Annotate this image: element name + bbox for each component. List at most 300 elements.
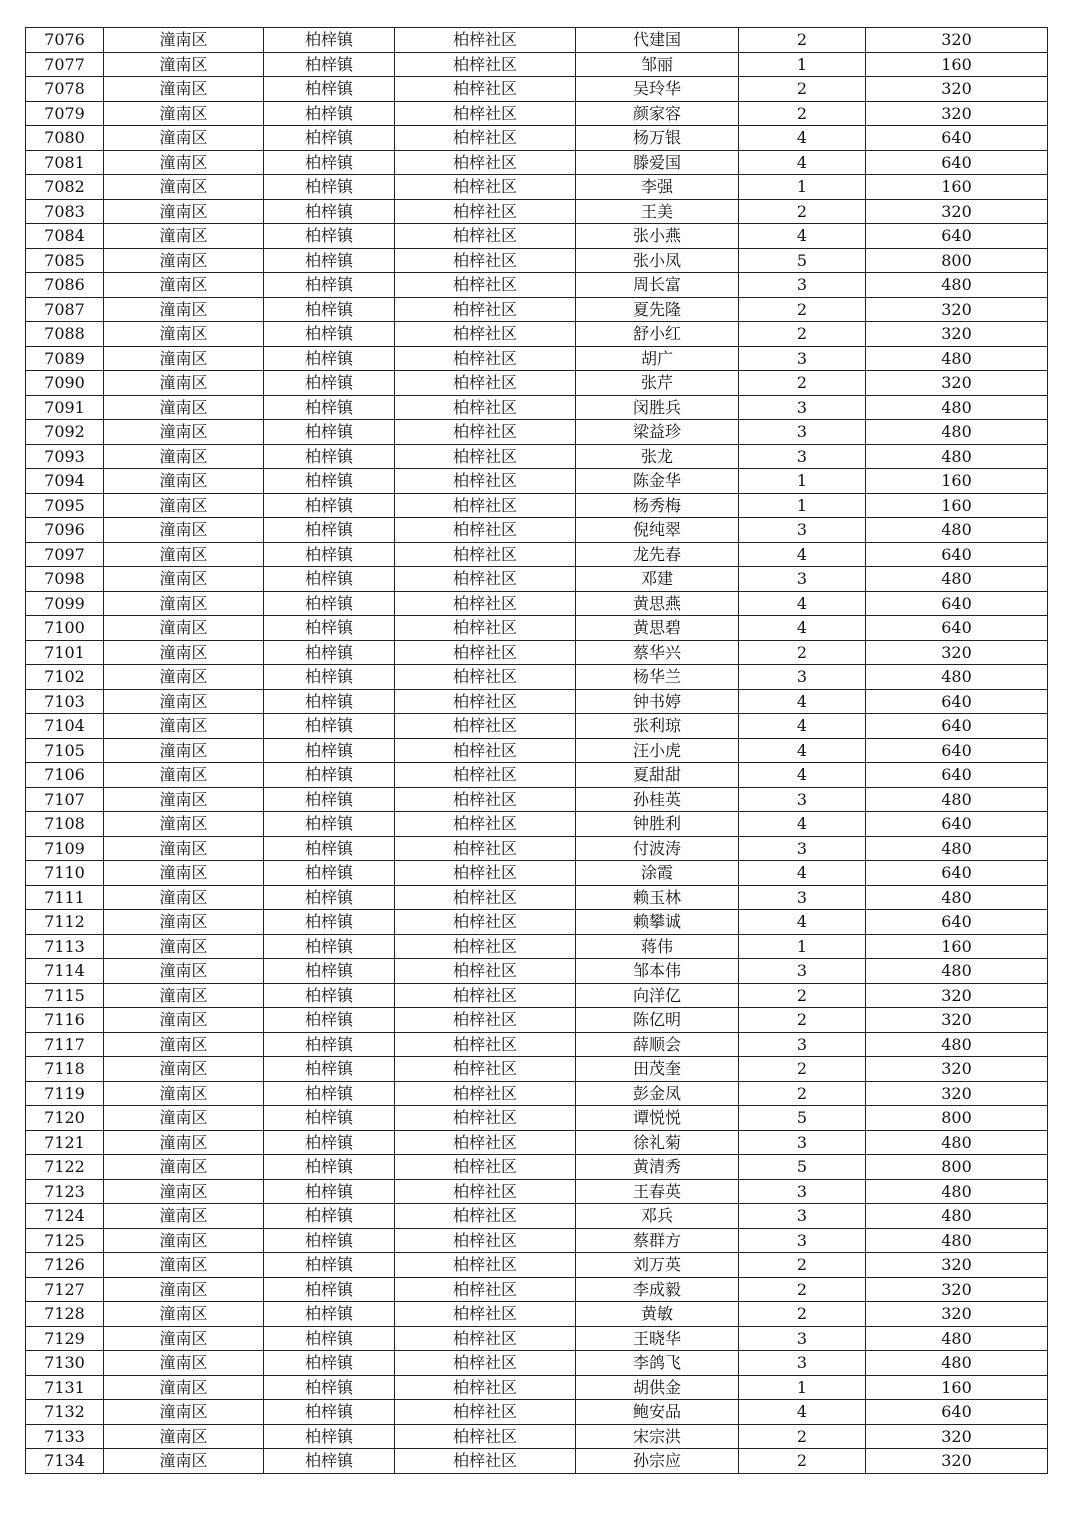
amount-cell: 160: [866, 469, 1048, 494]
town-cell: 柏梓镇: [264, 1057, 395, 1082]
table-row: [26, 885, 1048, 910]
name-cell: 张芹: [576, 371, 739, 396]
name-cell: 王晓华: [576, 1326, 739, 1351]
name-cell: 夏先隆: [576, 297, 739, 322]
town-cell: 柏梓镇: [264, 714, 395, 739]
name-cell: 钟书婷: [576, 689, 739, 714]
row-number-cell: 7096: [26, 518, 104, 543]
name-cell: 黄思燕: [576, 591, 739, 616]
town-cell: 柏梓镇: [264, 1449, 395, 1474]
amount-cell: 480: [866, 1228, 1048, 1253]
district-cell: 潼南区: [104, 1130, 264, 1155]
data-table: [25, 27, 1048, 1474]
row-number-cell: 7103: [26, 689, 104, 714]
row-number-cell: 7125: [26, 1228, 104, 1253]
town-cell: 柏梓镇: [264, 175, 395, 200]
district-cell: 潼南区: [104, 910, 264, 935]
name-cell: 鲍安品: [576, 1400, 739, 1425]
table-row: [26, 1351, 1048, 1376]
row-number-cell: 7101: [26, 640, 104, 665]
town-cell: 柏梓镇: [264, 812, 395, 837]
district-cell: 潼南区: [104, 542, 264, 567]
community-cell: 柏梓社区: [395, 836, 576, 861]
row-number-cell: 7123: [26, 1179, 104, 1204]
table-row: [26, 224, 1048, 249]
town-cell: 柏梓镇: [264, 469, 395, 494]
town-cell: 柏梓镇: [264, 1081, 395, 1106]
row-number-cell: 7094: [26, 469, 104, 494]
community-cell: 柏梓社区: [395, 1155, 576, 1180]
row-number-cell: 7112: [26, 910, 104, 935]
household-size-cell: 3: [739, 885, 866, 910]
town-cell: 柏梓镇: [264, 1130, 395, 1155]
district-cell: 潼南区: [104, 395, 264, 420]
table-row: [26, 591, 1048, 616]
amount-cell: 320: [866, 983, 1048, 1008]
amount-cell: 640: [866, 1400, 1048, 1425]
table-row: [26, 52, 1048, 77]
town-cell: 柏梓镇: [264, 836, 395, 861]
row-number-cell: 7120: [26, 1106, 104, 1131]
name-cell: 倪纯翠: [576, 518, 739, 543]
district-cell: 潼南区: [104, 322, 264, 347]
name-cell: 赖玉林: [576, 885, 739, 910]
table-row: [26, 616, 1048, 641]
name-cell: 胡供金: [576, 1375, 739, 1400]
community-cell: 柏梓社区: [395, 689, 576, 714]
amount-cell: 320: [866, 28, 1048, 53]
town-cell: 柏梓镇: [264, 542, 395, 567]
table-row: [26, 1277, 1048, 1302]
district-cell: 潼南区: [104, 714, 264, 739]
amount-cell: 320: [866, 1302, 1048, 1327]
district-cell: 潼南区: [104, 1228, 264, 1253]
community-cell: 柏梓社区: [395, 28, 576, 53]
town-cell: 柏梓镇: [264, 689, 395, 714]
district-cell: 潼南区: [104, 812, 264, 837]
amount-cell: 320: [866, 101, 1048, 126]
amount-cell: 320: [866, 1424, 1048, 1449]
district-cell: 潼南区: [104, 126, 264, 151]
district-cell: 潼南区: [104, 469, 264, 494]
table-row: [26, 371, 1048, 396]
community-cell: 柏梓社区: [395, 1032, 576, 1057]
household-size-cell: 3: [739, 1204, 866, 1229]
district-cell: 潼南区: [104, 567, 264, 592]
table-row: [26, 836, 1048, 861]
name-cell: 邹丽: [576, 52, 739, 77]
amount-cell: 320: [866, 77, 1048, 102]
name-cell: 薛顺会: [576, 1032, 739, 1057]
district-cell: 潼南区: [104, 934, 264, 959]
district-cell: 潼南区: [104, 101, 264, 126]
household-size-cell: 4: [739, 738, 866, 763]
household-size-cell: 2: [739, 371, 866, 396]
town-cell: 柏梓镇: [264, 640, 395, 665]
town-cell: 柏梓镇: [264, 1351, 395, 1376]
amount-cell: 480: [866, 273, 1048, 298]
name-cell: 龙先春: [576, 542, 739, 567]
amount-cell: 480: [866, 787, 1048, 812]
town-cell: 柏梓镇: [264, 420, 395, 445]
row-number-cell: 7108: [26, 812, 104, 837]
name-cell: 杨华兰: [576, 665, 739, 690]
table-row: [26, 493, 1048, 518]
community-cell: 柏梓社区: [395, 1204, 576, 1229]
district-cell: 潼南区: [104, 77, 264, 102]
row-number-cell: 7100: [26, 616, 104, 641]
household-size-cell: 3: [739, 420, 866, 445]
community-cell: 柏梓社区: [395, 248, 576, 273]
district-cell: 潼南区: [104, 689, 264, 714]
district-cell: 潼南区: [104, 1424, 264, 1449]
community-cell: 柏梓社区: [395, 297, 576, 322]
district-cell: 潼南区: [104, 518, 264, 543]
name-cell: 梁益珍: [576, 420, 739, 445]
amount-cell: 160: [866, 1375, 1048, 1400]
community-cell: 柏梓社区: [395, 395, 576, 420]
community-cell: 柏梓社区: [395, 469, 576, 494]
name-cell: 张龙: [576, 444, 739, 469]
town-cell: 柏梓镇: [264, 1008, 395, 1033]
table-row: [26, 714, 1048, 739]
name-cell: 陈亿明: [576, 1008, 739, 1033]
town-cell: 柏梓镇: [264, 591, 395, 616]
community-cell: 柏梓社区: [395, 150, 576, 175]
amount-cell: 640: [866, 763, 1048, 788]
district-cell: 潼南区: [104, 763, 264, 788]
household-size-cell: 3: [739, 518, 866, 543]
table-row: [26, 1106, 1048, 1131]
name-cell: 黄思碧: [576, 616, 739, 641]
household-size-cell: 3: [739, 1351, 866, 1376]
town-cell: 柏梓镇: [264, 1326, 395, 1351]
district-cell: 潼南区: [104, 591, 264, 616]
row-number-cell: 7122: [26, 1155, 104, 1180]
district-cell: 潼南区: [104, 1106, 264, 1131]
row-number-cell: 7083: [26, 199, 104, 224]
amount-cell: 320: [866, 1449, 1048, 1474]
district-cell: 潼南区: [104, 836, 264, 861]
name-cell: 胡广: [576, 346, 739, 371]
table-body: [26, 28, 1048, 1474]
district-cell: 潼南区: [104, 493, 264, 518]
name-cell: 张小凤: [576, 248, 739, 273]
town-cell: 柏梓镇: [264, 224, 395, 249]
town-cell: 柏梓镇: [264, 77, 395, 102]
amount-cell: 640: [866, 616, 1048, 641]
name-cell: 闵胜兵: [576, 395, 739, 420]
household-size-cell: 2: [739, 1008, 866, 1033]
town-cell: 柏梓镇: [264, 444, 395, 469]
row-number-cell: 7082: [26, 175, 104, 200]
town-cell: 柏梓镇: [264, 567, 395, 592]
town-cell: 柏梓镇: [264, 1204, 395, 1229]
amount-cell: 480: [866, 665, 1048, 690]
table-row: [26, 248, 1048, 273]
row-number-cell: 7081: [26, 150, 104, 175]
amount-cell: 640: [866, 861, 1048, 886]
table-row: [26, 861, 1048, 886]
household-size-cell: 3: [739, 444, 866, 469]
row-number-cell: 7089: [26, 346, 104, 371]
district-cell: 潼南区: [104, 885, 264, 910]
table-row: [26, 28, 1048, 53]
name-cell: 陈金华: [576, 469, 739, 494]
name-cell: 孙宗应: [576, 1449, 739, 1474]
table-row: [26, 983, 1048, 1008]
community-cell: 柏梓社区: [395, 1130, 576, 1155]
community-cell: 柏梓社区: [395, 959, 576, 984]
community-cell: 柏梓社区: [395, 714, 576, 739]
amount-cell: 640: [866, 126, 1048, 151]
row-number-cell: 7128: [26, 1302, 104, 1327]
household-size-cell: 5: [739, 1155, 866, 1180]
name-cell: 孙桂英: [576, 787, 739, 812]
community-cell: 柏梓社区: [395, 1081, 576, 1106]
household-size-cell: 2: [739, 322, 866, 347]
table-row: [26, 1424, 1048, 1449]
amount-cell: 640: [866, 150, 1048, 175]
household-size-cell: 4: [739, 910, 866, 935]
community-cell: 柏梓社区: [395, 322, 576, 347]
town-cell: 柏梓镇: [264, 126, 395, 151]
community-cell: 柏梓社区: [395, 861, 576, 886]
district-cell: 潼南区: [104, 175, 264, 200]
household-size-cell: 4: [739, 542, 866, 567]
row-number-cell: 7113: [26, 934, 104, 959]
community-cell: 柏梓社区: [395, 1253, 576, 1278]
district-cell: 潼南区: [104, 52, 264, 77]
district-cell: 潼南区: [104, 248, 264, 273]
amount-cell: 640: [866, 591, 1048, 616]
name-cell: 黄清秀: [576, 1155, 739, 1180]
row-number-cell: 7124: [26, 1204, 104, 1229]
amount-cell: 160: [866, 52, 1048, 77]
community-cell: 柏梓社区: [395, 812, 576, 837]
table-row: [26, 1326, 1048, 1351]
table-row: [26, 542, 1048, 567]
household-size-cell: 2: [739, 983, 866, 1008]
row-number-cell: 7086: [26, 273, 104, 298]
community-cell: 柏梓社区: [395, 1424, 576, 1449]
name-cell: 颜家容: [576, 101, 739, 126]
town-cell: 柏梓镇: [264, 665, 395, 690]
town-cell: 柏梓镇: [264, 934, 395, 959]
district-cell: 潼南区: [104, 346, 264, 371]
town-cell: 柏梓镇: [264, 322, 395, 347]
amount-cell: 480: [866, 1326, 1048, 1351]
row-number-cell: 7098: [26, 567, 104, 592]
district-cell: 潼南区: [104, 28, 264, 53]
row-number-cell: 7132: [26, 1400, 104, 1425]
row-number-cell: 7133: [26, 1424, 104, 1449]
town-cell: 柏梓镇: [264, 52, 395, 77]
community-cell: 柏梓社区: [395, 1326, 576, 1351]
amount-cell: 640: [866, 738, 1048, 763]
table-row: [26, 150, 1048, 175]
amount-cell: 480: [866, 1130, 1048, 1155]
community-cell: 柏梓社区: [395, 1228, 576, 1253]
household-size-cell: 4: [739, 689, 866, 714]
town-cell: 柏梓镇: [264, 1424, 395, 1449]
household-size-cell: 3: [739, 1179, 866, 1204]
row-number-cell: 7126: [26, 1253, 104, 1278]
community-cell: 柏梓社区: [395, 126, 576, 151]
amount-cell: 640: [866, 689, 1048, 714]
table-row: [26, 934, 1048, 959]
table-row: [26, 910, 1048, 935]
row-number-cell: 7116: [26, 1008, 104, 1033]
row-number-cell: 7130: [26, 1351, 104, 1376]
community-cell: 柏梓社区: [395, 224, 576, 249]
name-cell: 黄敏: [576, 1302, 739, 1327]
household-size-cell: 3: [739, 665, 866, 690]
amount-cell: 480: [866, 420, 1048, 445]
row-number-cell: 7131: [26, 1375, 104, 1400]
district-cell: 潼南区: [104, 1351, 264, 1376]
town-cell: 柏梓镇: [264, 1032, 395, 1057]
district-cell: 潼南区: [104, 959, 264, 984]
name-cell: 滕爱国: [576, 150, 739, 175]
household-size-cell: 1: [739, 175, 866, 200]
community-cell: 柏梓社区: [395, 542, 576, 567]
district-cell: 潼南区: [104, 1179, 264, 1204]
district-cell: 潼南区: [104, 1375, 264, 1400]
town-cell: 柏梓镇: [264, 616, 395, 641]
district-cell: 潼南区: [104, 1277, 264, 1302]
row-number-cell: 7092: [26, 420, 104, 445]
community-cell: 柏梓社区: [395, 1008, 576, 1033]
town-cell: 柏梓镇: [264, 1155, 395, 1180]
district-cell: 潼南区: [104, 1302, 264, 1327]
name-cell: 蔡群方: [576, 1228, 739, 1253]
community-cell: 柏梓社区: [395, 77, 576, 102]
district-cell: 潼南区: [104, 665, 264, 690]
amount-cell: 480: [866, 1179, 1048, 1204]
row-number-cell: 7088: [26, 322, 104, 347]
community-cell: 柏梓社区: [395, 910, 576, 935]
amount-cell: 320: [866, 371, 1048, 396]
name-cell: 夏甜甜: [576, 763, 739, 788]
community-cell: 柏梓社区: [395, 885, 576, 910]
town-cell: 柏梓镇: [264, 787, 395, 812]
household-size-cell: 1: [739, 52, 866, 77]
name-cell: 王春英: [576, 1179, 739, 1204]
amount-cell: 480: [866, 346, 1048, 371]
table-row: [26, 665, 1048, 690]
row-number-cell: 7118: [26, 1057, 104, 1082]
household-size-cell: 4: [739, 1400, 866, 1425]
district-cell: 潼南区: [104, 1449, 264, 1474]
town-cell: 柏梓镇: [264, 101, 395, 126]
row-number-cell: 7115: [26, 983, 104, 1008]
amount-cell: 640: [866, 224, 1048, 249]
community-cell: 柏梓社区: [395, 1400, 576, 1425]
name-cell: 彭金凤: [576, 1081, 739, 1106]
community-cell: 柏梓社区: [395, 934, 576, 959]
community-cell: 柏梓社区: [395, 1179, 576, 1204]
name-cell: 宋宗洪: [576, 1424, 739, 1449]
district-cell: 潼南区: [104, 1400, 264, 1425]
table-row: [26, 1057, 1048, 1082]
town-cell: 柏梓镇: [264, 199, 395, 224]
household-size-cell: 2: [739, 1253, 866, 1278]
table-row: [26, 297, 1048, 322]
table-row: [26, 1130, 1048, 1155]
amount-cell: 160: [866, 175, 1048, 200]
row-number-cell: 7111: [26, 885, 104, 910]
household-size-cell: 3: [739, 959, 866, 984]
amount-cell: 480: [866, 444, 1048, 469]
name-cell: 王美: [576, 199, 739, 224]
amount-cell: 320: [866, 1081, 1048, 1106]
community-cell: 柏梓社区: [395, 444, 576, 469]
row-number-cell: 7114: [26, 959, 104, 984]
household-size-cell: 3: [739, 836, 866, 861]
name-cell: 杨秀梅: [576, 493, 739, 518]
household-size-cell: 4: [739, 714, 866, 739]
community-cell: 柏梓社区: [395, 1375, 576, 1400]
community-cell: 柏梓社区: [395, 273, 576, 298]
table-row: [26, 273, 1048, 298]
amount-cell: 320: [866, 1253, 1048, 1278]
town-cell: 柏梓镇: [264, 248, 395, 273]
town-cell: 柏梓镇: [264, 273, 395, 298]
amount-cell: 640: [866, 714, 1048, 739]
district-cell: 潼南区: [104, 199, 264, 224]
row-number-cell: 7091: [26, 395, 104, 420]
amount-cell: 800: [866, 248, 1048, 273]
amount-cell: 640: [866, 910, 1048, 935]
household-size-cell: 4: [739, 126, 866, 151]
household-size-cell: 2: [739, 1081, 866, 1106]
household-size-cell: 2: [739, 1449, 866, 1474]
name-cell: 周长富: [576, 273, 739, 298]
table-row: [26, 469, 1048, 494]
town-cell: 柏梓镇: [264, 763, 395, 788]
row-number-cell: 7106: [26, 763, 104, 788]
household-size-cell: 1: [739, 934, 866, 959]
district-cell: 潼南区: [104, 640, 264, 665]
town-cell: 柏梓镇: [264, 1253, 395, 1278]
community-cell: 柏梓社区: [395, 1106, 576, 1131]
community-cell: 柏梓社区: [395, 518, 576, 543]
table-row: [26, 175, 1048, 200]
community-cell: 柏梓社区: [395, 665, 576, 690]
town-cell: 柏梓镇: [264, 346, 395, 371]
household-size-cell: 2: [739, 640, 866, 665]
district-cell: 潼南区: [104, 273, 264, 298]
row-number-cell: 7127: [26, 1277, 104, 1302]
name-cell: 邓建: [576, 567, 739, 592]
community-cell: 柏梓社区: [395, 567, 576, 592]
town-cell: 柏梓镇: [264, 150, 395, 175]
table-row: [26, 689, 1048, 714]
name-cell: 李鸽飞: [576, 1351, 739, 1376]
community-cell: 柏梓社区: [395, 371, 576, 396]
household-size-cell: 5: [739, 248, 866, 273]
row-number-cell: 7090: [26, 371, 104, 396]
table-row: [26, 101, 1048, 126]
name-cell: 向洋亿: [576, 983, 739, 1008]
community-cell: 柏梓社区: [395, 420, 576, 445]
amount-cell: 320: [866, 1057, 1048, 1082]
row-number-cell: 7117: [26, 1032, 104, 1057]
table-row: [26, 1449, 1048, 1474]
table-row: [26, 1228, 1048, 1253]
name-cell: 张小燕: [576, 224, 739, 249]
